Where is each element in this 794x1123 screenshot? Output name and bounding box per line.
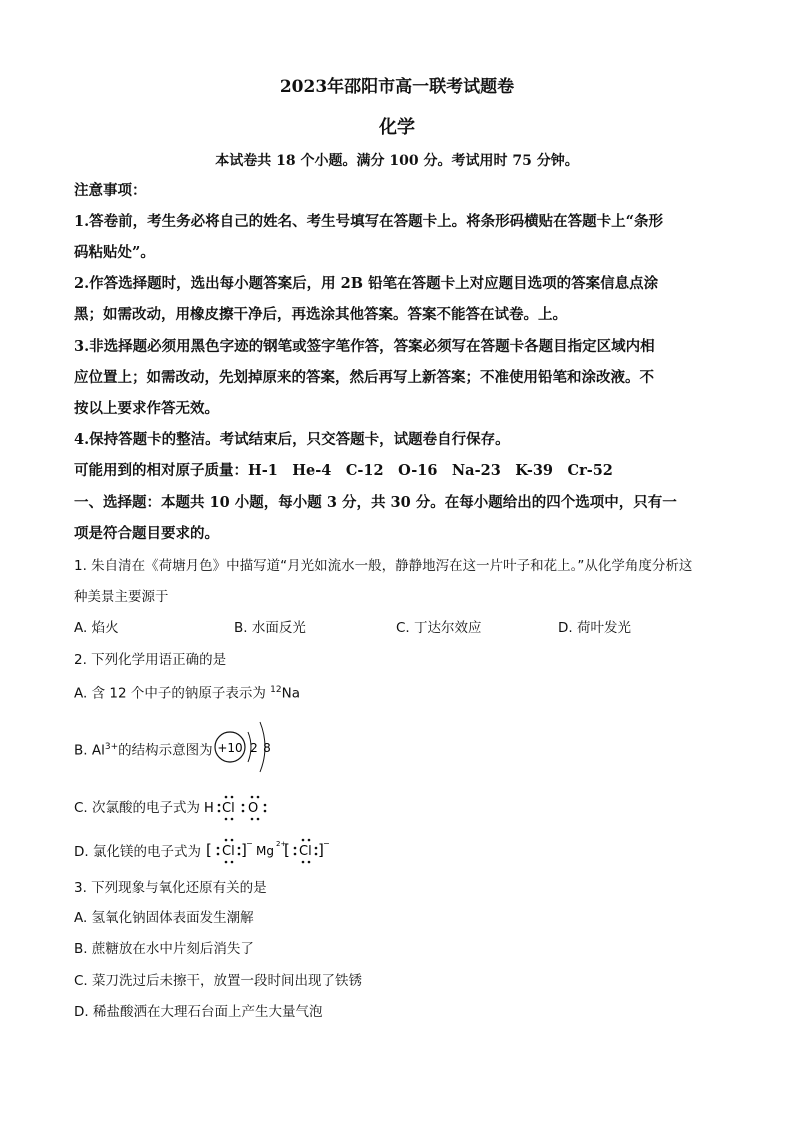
subject-title: 化学 — [379, 117, 415, 138]
mass-number: 12 — [270, 685, 282, 695]
q1-option-d: D. 荷叶发光 — [558, 620, 631, 636]
element-symbol: Na — [281, 685, 300, 702]
chlorine-symbol: Cl — [222, 801, 235, 816]
bracket-close-right: ] — [318, 841, 324, 859]
bracket-open-right: [ — [284, 841, 290, 859]
charge-minus-left: − — [246, 839, 253, 848]
atom-structure-diagram — [208, 714, 278, 780]
notes-heading: 注意事项： — [74, 182, 147, 199]
note-line: 应位置上；如需改动，先划掉原来的答案，然后再写上新答案；不准使用铅笔和涂改液。不 — [74, 369, 654, 386]
note-line: 码粘贴处”。 — [74, 244, 155, 261]
hclo-electron-formula — [202, 790, 272, 824]
bracket-close-left: ] — [241, 841, 247, 859]
bracket-open-left: [ — [206, 841, 212, 859]
charge-minus-right: − — [323, 839, 330, 848]
chlorine-symbol-right: Cl — [299, 844, 312, 859]
hydrogen-symbol: H — [204, 801, 214, 816]
note-line: 2.作答选择题时，选出每小题答案后，用 2B 铅笔在答题卡上对应题目选项的答案信息点涂 — [74, 275, 659, 292]
magnesium-symbol: Mg — [256, 844, 274, 858]
magnesium-charge: 2+ — [276, 840, 287, 848]
q2-option-d: D. 氯化镁的电子式为 — [74, 844, 201, 860]
note-line: 黑；如需改动，用橡皮擦干净后，再选涂其他答案。答案不能答在试卷。上。 — [74, 306, 567, 323]
q2-option-b: B. $Al^{3+}$的结构示意图为 — [74, 742, 213, 759]
exam-info: 本试卷共 18 个小题。满分 100 分。考试用时 75 分钟。 — [215, 153, 579, 169]
q1-stem: 1. 朱自清在《荷塘月色》中描写道“月光如流水一般，静静地泻在这一片叶子和花上。”从化学角度分析这 — [74, 558, 693, 574]
exam-title: 2023年邵阳市高一联考试题卷 — [279, 77, 515, 97]
section-heading-cont: 项是符合题目要求的。 — [74, 525, 219, 542]
q1-stem-cont: 种美景主要源于 — [74, 589, 169, 605]
chlorine-symbol-left: Cl — [222, 844, 235, 859]
q1-option-b: B. 水面反光 — [234, 620, 306, 636]
q2-stem: 2. 下列化学用语正确的是 — [74, 652, 227, 668]
shell-1-electrons: 2 — [250, 741, 258, 755]
section-heading: 一、选择题：本题共 10 小题，每小题 3 分，共 30 分。在每小题给出的四个选项中，只有一 — [74, 494, 677, 511]
note-line: 按以上要求作答无效。 — [74, 400, 219, 417]
shell-2-electrons: 8 — [263, 741, 271, 755]
q2-option-c: C. 次氯酸的电子式为 — [74, 800, 201, 816]
q3-option-d: D. 稀盐酸洒在大理石台面上产生大量气泡 — [74, 1004, 323, 1020]
q3-option-a: A. 氢氧化钠固体表面发生潮解 — [74, 910, 254, 926]
q1-option-a: A. 焰火 — [74, 620, 119, 636]
nucleus-charge: +10 — [217, 741, 243, 755]
note-line: 3.非选择题必须用黑色字迹的钢笔或签字笔作答，答案必须写在答题卡各题目指定区域内相 — [74, 338, 655, 355]
mgcl2-electron-formula — [204, 832, 334, 868]
note-line: 1.答卷前，考生务必将自己的姓名、考生号填写在答题卡上。将条形码横贴在答题卡上“条形 — [74, 213, 663, 230]
q3-option-c: C. 菜刀洗过后未擦干，放置一段时间出现了铁锈 — [74, 973, 363, 989]
note-line: 4.保持答题卡的整洁。考试结束后，只交答题卡，试题卷自行保存。 — [74, 431, 510, 448]
q1-option-c: C. 丁达尔效应 — [396, 620, 482, 636]
q3-option-b: B. 蔗糖放在水中片刻后消失了 — [74, 941, 254, 957]
q2-option-a: A. 含 12 个中子的钠原子表示为 $^{12}$Na — [74, 685, 300, 702]
atomic-masses: 可能用到的相对原子质量：H-1 He-4 C-12 O-16 Na-23 K-39 Cr-52 — [74, 462, 613, 479]
oxygen-symbol: O — [248, 801, 259, 816]
q3-stem: 3. 下列现象与氧化还原有关的是 — [74, 880, 267, 896]
